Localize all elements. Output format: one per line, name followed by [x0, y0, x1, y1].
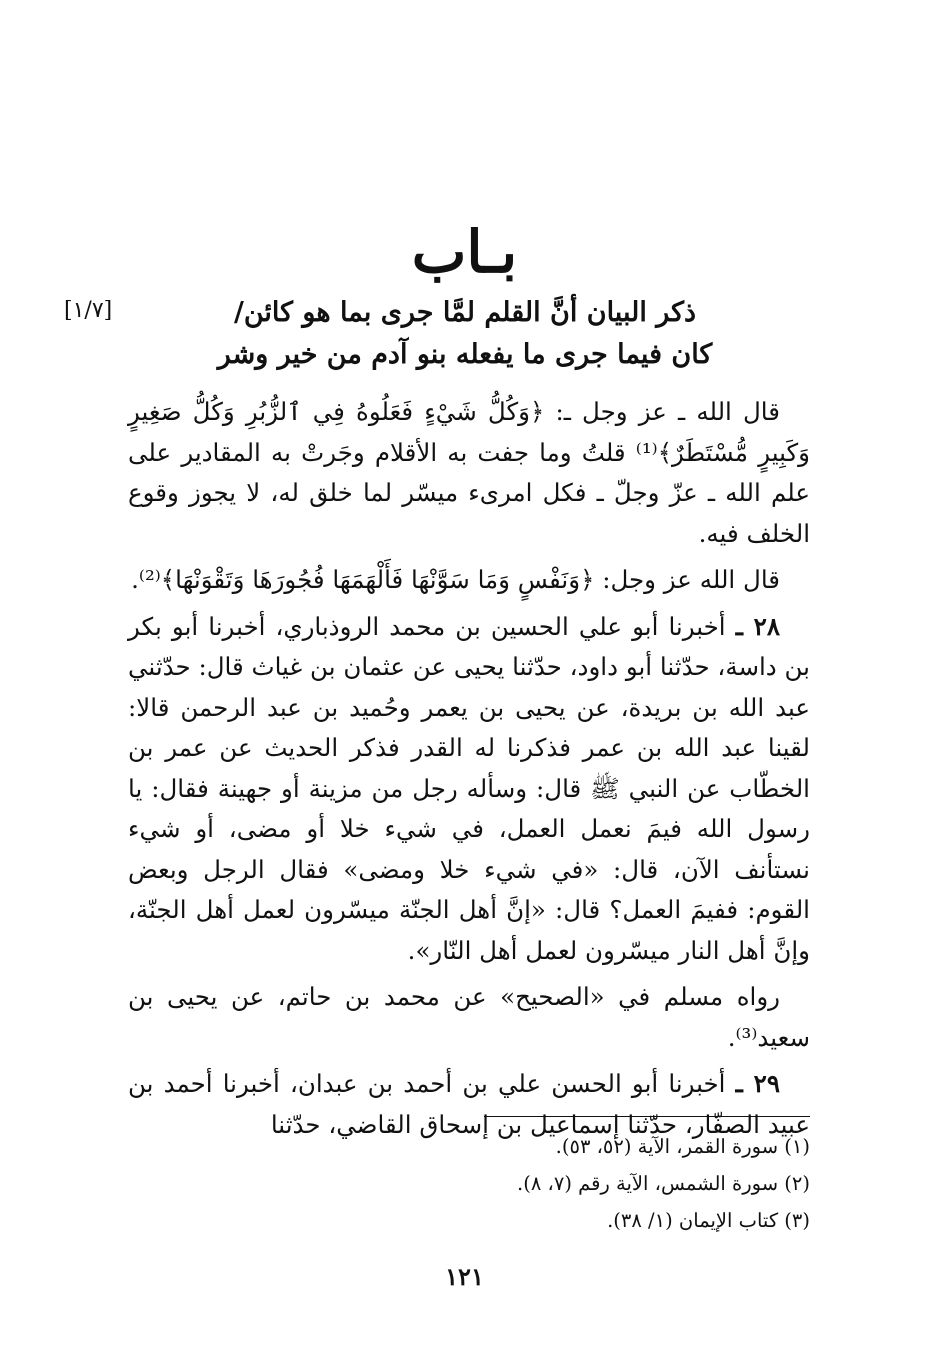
paragraph [128, 392, 810, 554]
heading-line-2: كان فيما جرى ما يفعله بنو آدم من خير وشر [217, 339, 713, 370]
paragraph [128, 607, 810, 972]
paragraph [128, 560, 810, 601]
footnote-divider [484, 1116, 810, 1117]
hadith-number: ٢٩ ـ [735, 1069, 780, 1098]
paragraph [128, 977, 810, 1058]
footnote: (٣) كتاب الإيمان (١/ ٣٨). [607, 1209, 810, 1232]
hadith-number: ٢٨ ـ [735, 611, 780, 641]
chapter-title: بـاب [411, 218, 518, 286]
paragraph-text: أخبرنا أبو الحسن علي بن أحمد بن عبدان، أخبرنا أحمد بن عبيد الصفّار، حدّثنا إسماعيل بن إسحاق القاضي، حدّثنا [128, 1069, 810, 1139]
section-heading [150, 292, 780, 376]
paragraph-text: أخبرنا أبو علي الحسين بن محمد الروذباري، أخبرنا أبو بكر بن داسة، حدّثنا أبو داود، حدّثنا يحيى عن عثمان بن غياث قال: حدّثني عبد الله بن بريدة، عن يحيى بن يعمر وحُميد بن عبد الرحمن قالا: لقينا عبد الله بن عمر فذكرنا له القدر فذكر الحديث عن عمر بن الخطّاب عن النبي ﷺ قال: وسأله رجل من مزينة أو جهينة فقال: يا رسول الله فيمَ نعمل العمل، في شيء خلا أو مضى، أو شيء نستأنف الآن، قال: «في شيء خلا ومضى» فقال الرجل وبعض القوم: ففيمَ العمل؟ قال: «إنَّ أهل الجنّة ميسّرون لعمل أهل الجنّة، وإنَّ أهل النار ميسّرون لعمل أهل النّار». [128, 611, 810, 965]
heading-line-1: ذكر البيان أنَّ القلم لمَّا جرى بما هو كائن/ [233, 297, 696, 328]
page-marker: [١/٧] [64, 298, 113, 323]
footnotes [128, 1128, 810, 1239]
paragraph-text: قال الله عز وجل: ﴿وَنَفْسٍ وَمَا سَوَّنْهَا فَأَلْهَمَهَا فُجُورَهَا وَتَقْوَنْهَا﴾⁽²⁾. [131, 565, 780, 594]
footnote: (١) سورة القمر، الآية (٥٢، ٥٣). [555, 1135, 810, 1158]
footnote: (٢) سورة الشمس، الآية رقم (٧، ٨). [517, 1172, 810, 1195]
page-number: ١٢١ [445, 1262, 484, 1291]
paragraph-text: قال الله ـ عز وجل ـ: ﴿وَكُلُّ شَيْءٍ فَعَلُوهُ فِي ٱلزُّبُرِ وَكُلُّ صَغِيرٍ وَكَبِيرٍ مُّسْتَطَرٌ﴾⁽¹⁾ قلتُ وما جفت به الأقلام وجَرتْ به المقادير على علم الله ـ عزّ وجلّ ـ فكل امرىء ميسّر لما خلق له، لا يجوز وقوع الخلف فيه. [128, 397, 810, 548]
body-text [128, 392, 810, 1151]
paragraph-text: رواه مسلم في «الصحيح» عن محمد بن حاتم، عن يحيى بن سعيد⁽³⁾. [128, 982, 810, 1052]
